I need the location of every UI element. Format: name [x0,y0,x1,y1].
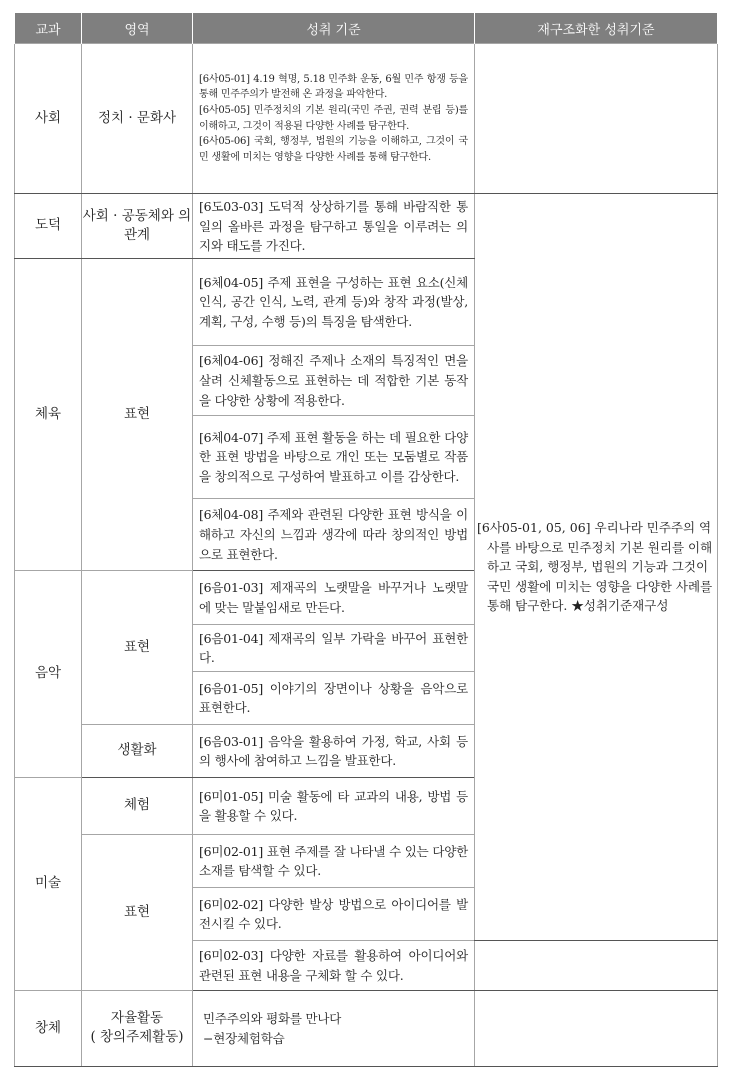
subject-music: 음악 [15,570,82,777]
header-subject: 교과 [15,13,82,44]
subject-art: 미술 [15,777,82,990]
subject-creative: 창체 [15,990,82,1066]
area-art-experience: 체험 [82,777,193,834]
area-music-expression: 표현 [82,570,193,724]
subject-ethics: 도덕 [15,194,82,259]
restructured-empty-bottom [475,990,718,1066]
restructured-empty-top [475,44,718,194]
activity-creative [193,990,475,1066]
row-social [15,44,718,194]
area-creative-line1: 자율활동 [110,1010,164,1027]
standard-6che04-08: [6체04-08] 주제와 관련된 다양한 표현 방식을 이해하고 자신의 느낌과 생각에 따라 창의적인 방법으로 표현한다. [193,498,475,570]
standard-6sa05-01: [6사05-01] 4.19 혁명, 5.18 민주화 운동, 6월 민주 항쟁 등을 통해 민주주의가 발전해 온 과정을 파악한다. [199,73,468,101]
restructured-empty-art [475,940,718,990]
subject-pe: 체육 [15,258,82,570]
standard-6sa05-06: [6사05-06] 국회, 행정부, 법원의 기능을 이해하고, 그것이 국민 생활에 미치는 영향을 다양한 사례를 통해 탐구한다. [199,136,468,163]
restructured-text: [6사05-01, 05, 06] 우리나라 민주주의 역사를 바탕으로 민주정치 기본 원리를 이해하고 국회, 행정부, 법원의 기능과 그것이 국민 생활에 미치는 영향을 다양한 사례를 통해 탐구한다. ★성취기준재구성 [477,519,713,614]
area-art-expression: 표현 [82,834,193,990]
area-music-life: 생활화 [82,724,193,777]
standard-6che04-07: [6체04-07] 주제 표현 활동을 하는 데 필요한 다양한 표현 방법을 바탕으로 개인 또는 모둠별로 작품을 창의적으로 구성하여 발표하고 이를 감상한다. [193,415,475,498]
row-ethics [15,194,718,259]
area-pe: 표현 [82,258,193,570]
area-creative [82,990,193,1066]
standard-6mi02-03: [6미02-03] 다양한 자료를 활용하여 아이디어와 관련된 표현 내용을 구체화 할 수 있다. [193,940,475,990]
header-restructured: 재구조화한 성취기준 [475,13,718,44]
restructured-standard [475,194,718,941]
standard-6mi02-01: [6미02-01] 표현 주제를 잘 나타낼 수 있는 다양한 소재를 탐색할 수 있다. [193,834,475,887]
standard-6eum01-04: [6음01-04] 제재곡의 일부 가락을 바꾸어 표현한다. [193,624,475,671]
standard-6che04-05: [6체04-05] 주제 표현을 구성하는 표현 요소(신체 인식, 공간 인식, 노력, 관계 등)와 창작 과정(발상, 계획, 구성, 수행 등)의 특징을 탐색한다. [193,258,475,345]
standard-6sa05-05: [6사05-05] 민주정치의 기본 원리(국민 주권, 권력 분립 등)를 이해하고, 그것이 적용된 다양한 사례를 탐구한다. [199,104,468,132]
header-standard: 성취 기준 [193,13,475,44]
activity-title: 민주주의와 평화를 만나다 [203,1011,342,1027]
area-ethics: 사회 · 공동체와 의 관계 [82,194,193,259]
standard-6mi02-02: [6미02-02] 다양한 발상 방법으로 아이디어를 발전시킬 수 있다. [193,887,475,940]
standard-6eum01-03: [6음01-03] 제재곡의 노랫말을 바꾸거나 노랫말에 맞는 말붙임새로 만든다. [193,570,475,624]
standards-social [193,44,475,194]
area-creative-line2: ( 창의주제활동) [90,1029,184,1046]
activity-subtitle: −현장체험학습 [203,1030,285,1046]
standard-6che04-06: [6체04-06] 정해진 주제나 소재의 특징적인 면을 살려 신체활동으로 표현하는 데 적합한 기본 동작을 다양한 상황에 적용한다. [193,345,475,415]
row-creative [15,990,718,1066]
header-row [15,13,718,44]
standard-6do03-03: [6도03-03] 도덕적 상상하기를 통해 바람직한 통일의 올바른 과정을 탐구하고 통일을 이루려는 의지와 태도를 가진다. [193,194,475,259]
curriculum-table [14,13,718,1067]
standard-6eum01-05: [6음01-05] 이야기의 장면이나 상황을 음악으로 표현한다. [193,671,475,724]
header-area: 영역 [82,13,193,44]
standard-6eum03-01: [6음03-01] 음악을 활용하여 가정, 학교, 사회 등의 행사에 참여하고 느낌을 발표한다. [193,724,475,777]
subject-social: 사회 [15,44,82,194]
area-social: 정치 · 문화사 [82,44,193,194]
standard-6mi01-05: [6미01-05] 미술 활동에 타 교과의 내용, 방법 등을 활용할 수 있다. [193,777,475,834]
